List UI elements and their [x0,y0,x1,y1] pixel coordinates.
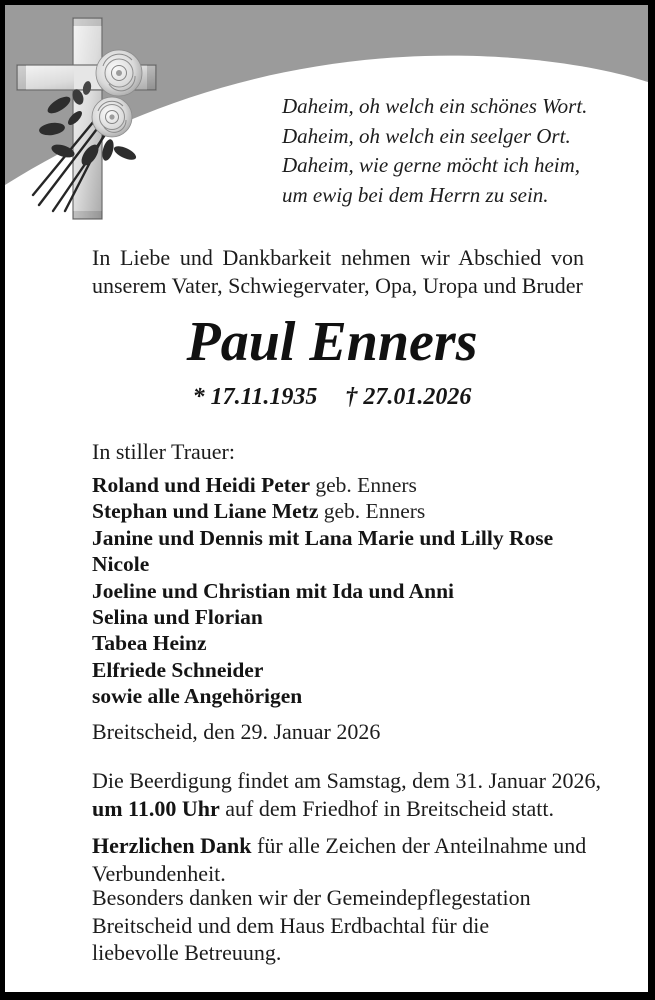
mourner-name: Joeline und Christian mit Ida und Anni [92,578,455,603]
poem-line: Daheim, oh welch ein seelger Ort. [282,123,571,148]
mourner-line [92,630,553,656]
thanks-line: Verbundenheit. [92,860,226,886]
mourner-name: Roland und Heidi Peter [92,473,311,497]
mourner-name: Janine und Dennis mit Lana Marie und Lilly Rose [92,525,554,550]
mourner-name: Nicole [92,552,150,577]
mourner-name: Elfriede Schneider [92,657,264,682]
mourner-line [92,498,553,524]
funeral-time: um 11.00 Uhr [92,795,220,821]
birth-date: * 17.11.1935 [192,384,318,410]
mourner-line [92,683,553,709]
mourner-name: Tabea Heinz [92,631,207,656]
funeral-place: auf dem Friedhof in Breitscheid statt. [219,795,554,821]
thanks-emphasis: Herzlichen Dank [92,833,252,858]
poem-line: um ewig bei dem Herrn zu sein. [282,182,549,207]
mourner-line [92,472,553,498]
mourner-line [92,551,553,577]
mourner-name: Stephan und Liane Metz [92,499,319,524]
funeral-line: Die Beerdigung findet am Samstag, dem 31. Januar 2026, [92,768,601,793]
mourner-line [92,525,553,551]
intro-paragraph [92,244,584,300]
special-thanks-line: liebevolle Betreuung. [92,940,282,965]
notice-page [5,5,648,992]
place-date-line: Breitscheid, den 29. Januar 2026 [92,719,381,744]
thanks-paragraph [92,832,592,887]
life-dates [62,384,602,411]
mourner-line [92,578,553,604]
intro-line: unserem Vater, Schwiegervater, Opa, Uropa und Bruder [92,273,583,298]
funeral-info [92,767,601,822]
mourner-suffix: geb. Enners [310,473,417,497]
thanks-line [92,832,592,860]
funeral-line [92,795,592,823]
intro-line: In Liebe und Dankbarkeit nehmen wir Abschied von [92,245,584,270]
thanks-text: für alle Zeichen der Anteilnahme und [251,833,587,858]
mourner-line [92,604,553,630]
memorial-poem [282,92,587,210]
mourner-suffix: geb. Enners [318,499,426,524]
poem-line: Daheim, wie gerne möcht ich heim, [282,153,581,177]
mourning-label: In stiller Trauer: [92,439,235,464]
mourner-name: sowie alle Angehörigen [92,684,303,709]
poem-line: Daheim, oh welch ein schönes Wort. [282,94,588,118]
special-thanks-paragraph [92,884,592,967]
deceased-block [62,313,602,411]
special-thanks-line: Breitscheid und dem Haus Erdbachtal für die [92,912,490,938]
mourners-list [92,472,553,710]
special-thanks-line: Besonders danken wir der Gemeindepflegestation [92,885,531,910]
deceased-name: Paul Enners [186,311,478,373]
mourner-name: Selina und Florian [92,605,263,630]
death-date: † 27.01.2026 [345,384,472,410]
mourner-line [92,657,553,683]
